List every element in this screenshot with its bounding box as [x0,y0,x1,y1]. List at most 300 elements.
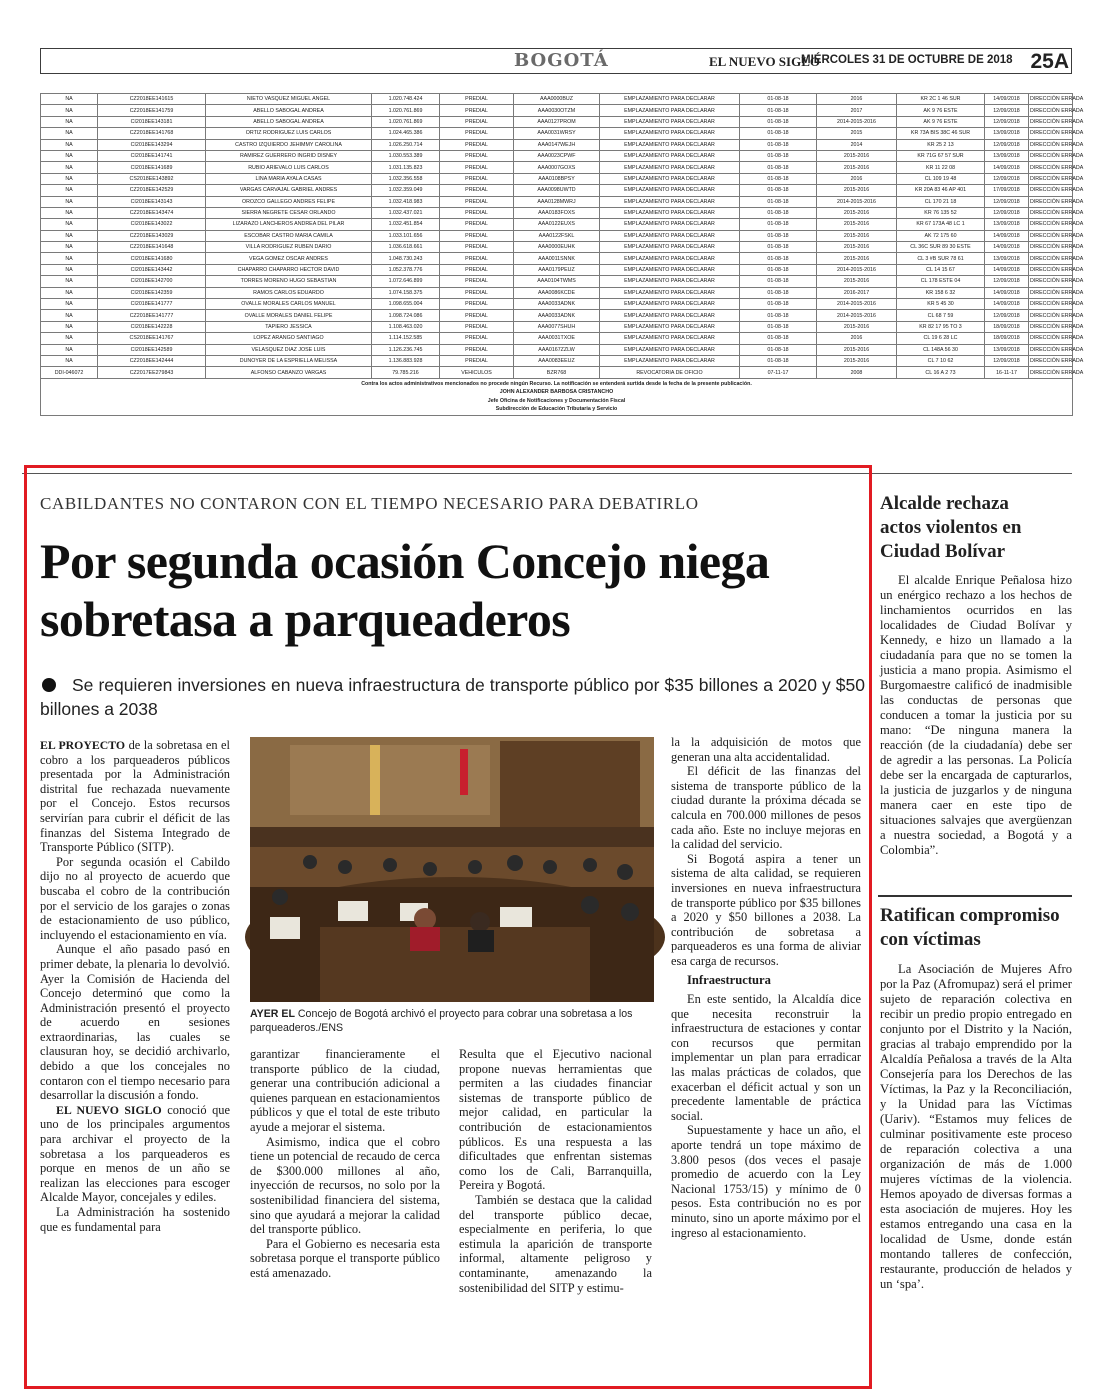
table-cell: 1.032.359.049 [372,185,440,196]
table-cell: NA [41,185,98,196]
table-cell: DIRECCIÓN ERRADA [1029,344,1073,355]
table-cell: 12/09/2018 [985,196,1029,207]
table-row [41,230,1073,241]
table-cell: NA [41,94,98,105]
table-cell: CI2018EE142589 [98,344,206,355]
table-cell: DIRECCIÓN ERRADA [1029,105,1073,116]
table-cell: PREDIAL [440,162,514,173]
table-cell: AAA0104TWMS [514,276,600,287]
table-cell: 01-08-18 [740,310,817,321]
article-subhead: Infraestructura [687,972,771,987]
table-cell: PREDIAL [440,276,514,287]
table-cell: AAA0031TXOE [514,333,600,344]
table-cell: 01-08-18 [740,264,817,275]
table-cell: 2014-2015-2016 [817,310,897,321]
table-row [41,94,1073,105]
table-cell: DIRECCIÓN ERRADA [1029,116,1073,127]
table-cell: VELASQUEZ DIAZ JOSE LUIS [206,344,372,355]
table-cell: CI2018EE141680 [98,253,206,264]
table-cell: RAMOS CARLOS EDUARDO [206,287,372,298]
notice-footer-line: JOHN ALEXANDER BARBOSA CRISTANCHO [499,389,614,396]
table-cell: 1.098.724.086 [372,310,440,321]
table-cell: 2015-2016 [817,253,897,264]
table-cell: PREDIAL [440,219,514,230]
table-row [41,367,1073,378]
table-cell: EMPLAZAMIENTO PARA DECLARAR [600,173,740,184]
table-cell: 2015-2016 [817,355,897,366]
table-row [41,116,1073,127]
table-cell: OVALLE MORALES DANIEL FELIPE [206,310,372,321]
table-cell: AK 9 76 ESTE [897,116,985,127]
newspaper-name: EL NUEVO SIGLO [709,54,820,69]
table-cell: 01-08-18 [740,321,817,332]
table-cell: NA [41,287,98,298]
table-cell: AAA0108BPSY [514,173,600,184]
table-cell: LOPEZ ARANGO SANTIAGO [206,333,372,344]
table-cell: DUNOYER DE LA ESPRIELLA MELISSA [206,355,372,366]
table-cell: PREDIAL [440,139,514,150]
table-cell: 01-08-18 [740,185,817,196]
table-cell: 1.032.418.983 [372,196,440,207]
table-row [41,139,1073,150]
table-cell: PREDIAL [440,299,514,310]
table-cell: NA [41,219,98,230]
table-cell: 1.024.465.386 [372,128,440,139]
article-column-1 [40,738,230,1234]
table-cell: DIRECCIÓN ERRADA [1029,299,1073,310]
table-row [41,355,1073,366]
table-cell: DIRECCIÓN ERRADA [1029,196,1073,207]
table-cell: LINA MARIA AYALA CASAS [206,173,372,184]
table-cell: CZ2018EE141768 [98,128,206,139]
table-cell: DIRECCIÓN ERRADA [1029,162,1073,173]
table-cell: CZ2018EE142444 [98,355,206,366]
table-footer-row [41,378,1073,415]
table-cell: KR 5 45 30 [897,299,985,310]
article-paragraph: Supuestamente y hace un año, el aporte tendrá un tope máximo de 3.800 pesos (dos veces el pasaje promedio de acuerdo con la Ley Nacional 1753/15) y mínimo de 0 pesos. Esta contribución no es por minuto, sino un aporte máximo por el ingreso al estacionamiento. [671,1123,861,1240]
table-cell: 14/09/2018 [985,230,1029,241]
table-cell: CL 68 7 59 [897,310,985,321]
table-cell: CZ2018EE142529 [98,185,206,196]
article-paragraph: Por segunda ocasión el Cabildo dijo no al proyecto de acuerdo que buscaba el cobro de la contribución por el servicio de los garajes o zonas de estacionamiento de uso público, incluyendo el estacionamiento en vía. [40,854,230,942]
table-cell: 12/09/2018 [985,276,1029,287]
table-cell: CZ2018EE141615 [98,94,206,105]
table-cell: EMPLAZAMIENTO PARA DECLARAR [600,230,740,241]
table-cell: 1.031.135.823 [372,162,440,173]
table-cell: CI2018EE143143 [98,196,206,207]
table-cell: EMPLAZAMIENTO PARA DECLARAR [600,116,740,127]
table-cell: 2015-2016 [817,185,897,196]
table-cell: RAMIREZ GUERRERO INGRID DISNEY [206,150,372,161]
table-cell: ORTIZ RODRIGUEZ LUIS CARLOS [206,128,372,139]
article-paragraph: Asimismo, indica que el cobro tiene un potencial de recaudo de cerca de $300.000 millones al año, inyección de recursos, no solo por la sostenibilidad financiera del sistema, sino que ayudará a mejorar la calidad del transporte público. [250,1134,440,1237]
table-cell: CI2018EE141741 [98,150,206,161]
table-cell: 2016 [817,94,897,105]
table-row [41,287,1073,298]
table-cell: 1.032.437.021 [372,207,440,218]
table-cell: EMPLAZAMIENTO PARA DECLARAR [600,128,740,139]
table-cell: 14/09/2018 [985,287,1029,298]
table-cell: 2014-2015-2016 [817,299,897,310]
sidebar-divider [878,895,1072,897]
table-cell: 2015-2016 [817,162,897,173]
table-cell: 14/09/2018 [985,242,1029,253]
page-masthead [40,48,1072,74]
table-cell: AAA0122FSKL [514,230,600,241]
table-cell: REVOCATORIA DE OFICIO [600,367,740,378]
table-row [41,128,1073,139]
sidebar-story-1-body: El alcalde Enrique Peñalosa hizo un enérgico rechazo a los hechos de linchamientos ocurridos en las localidades de Ciudad Bolívar y Kennedy, e hizo un llamado a la ciudadanía para que no se tomen la justicia a mano propia. Asimismo el Burgomaestre calificó de inadmisible las conductas de personas que conducen a tomar la justicia por su mano: “De ninguna manera la reacción (de la ciudadanía) debe ser de agredir a las personas. La Policía debe ser la encargada de capturarlos, la justicia de juzgarlos y de ninguna manera caer en este tipo de situaciones salvajes que avergüenzan a nuestra sociedad, a Bogotá y a Colombia”. [880,573,1072,857]
table-cell: NA [41,344,98,355]
table-cell: 16-11-17 [985,367,1029,378]
table-cell: 1.030.553.389 [372,150,440,161]
table-cell: CZ2017EE279843 [98,367,206,378]
table-cell: NA [41,299,98,310]
table-cell: 1.020.761.869 [372,105,440,116]
table-cell: 2016-2017 [817,287,897,298]
table-cell: CZ2018EE141777 [98,310,206,321]
table-cell: CL 36C SUR 89 30 ESTE [897,242,985,253]
table-cell: NA [41,230,98,241]
table-cell: 1.052.378.776 [372,264,440,275]
table-cell: AAA0023CPWF [514,150,600,161]
table-cell: CI2018EE143294 [98,139,206,150]
table-cell: VILLA RODRIGUEZ RUBEN DARIO [206,242,372,253]
article-paragraph: Aunque el año pasado pasó en primer debate, la plenaria lo devolvió. Ayer la Comisión de Hacienda del Concejo determinó que como la Administración presentó el proyecto de acuerdo en sesiones extraordinarias, las cuales se clausuran hoy, se decidió archivarlo, debido a que los concejales no contaron con el tiempo necesario para desarrollar la discusión a fondo. [40,942,230,1103]
table-cell: PREDIAL [440,196,514,207]
table-cell: 1.126.236.745 [372,344,440,355]
table-cell: 01-08-18 [740,253,817,264]
table-cell: 1.098.655.004 [372,299,440,310]
notice-table [40,93,1084,416]
table-cell: TORRES MORENO HUGO SEBASTIAN [206,276,372,287]
table-cell: CS2018EE143892 [98,173,206,184]
table-cell: KR 2C 1 46 SUR [897,94,985,105]
table-cell: NA [41,310,98,321]
article-headline: Por segunda ocasión Concejo niega sobretasa a parqueaderos [40,533,770,647]
table-cell: KR 25 2 13 [897,139,985,150]
table-cell: DIRECCIÓN ERRADA [1029,173,1073,184]
table-cell: NA [41,128,98,139]
table-cell: PREDIAL [440,116,514,127]
table-row [41,264,1073,275]
table-row [41,219,1073,230]
notice-footer-line: Subdirección de Educación Tributaria y Servicio [495,406,618,413]
table-cell: NA [41,253,98,264]
article-paragraph: EL NUEVO SIGLO conoció que uno de los principales argumentos para archivar el proyecto de la sobretasa a los parqueaderos es porque en menos de un año se realizan las elecciones para escoger Alcalde Mayor, concejales y ediles. [40,1102,230,1205]
table-cell: PREDIAL [440,150,514,161]
table-cell: EMPLAZAMIENTO PARA DECLARAR [600,162,740,173]
table-cell: AAA0122EUXS [514,219,600,230]
table-cell: 2015-2016 [817,150,897,161]
table-cell: AAA0183FOXS [514,207,600,218]
table-cell: DIRECCIÓN ERRADA [1029,287,1073,298]
table-cell: KR 82 17 95 TO 3 [897,321,985,332]
table-cell: NA [41,162,98,173]
table-cell: 01-08-18 [740,105,817,116]
table-cell: 13/09/2018 [985,150,1029,161]
table-cell: AAA0007GOXS [514,162,600,173]
table-cell: NA [41,150,98,161]
table-cell: 2015-2016 [817,276,897,287]
table-cell: 1.036.618.661 [372,242,440,253]
table-cell: 01-08-18 [740,333,817,344]
table-cell: 01-08-18 [740,287,817,298]
table-cell: 01-08-18 [740,299,817,310]
table-cell: 2014-2015-2016 [817,116,897,127]
table-cell: PREDIAL [440,344,514,355]
table-cell: CL 109 19 48 [897,173,985,184]
table-cell: 12/09/2018 [985,355,1029,366]
table-cell: 2014 [817,139,897,150]
table-row [41,253,1073,264]
table-cell: 12/09/2018 [985,105,1029,116]
table-row [41,242,1073,253]
table-cell: CI2018EE142700 [98,276,206,287]
table-cell: 14/09/2018 [985,94,1029,105]
table-cell: 12/09/2018 [985,116,1029,127]
table-cell: CI2018EE142228 [98,321,206,332]
table-cell: 13/09/2018 [985,128,1029,139]
table-row [41,105,1073,116]
table-cell: NA [41,173,98,184]
council-session-photo [250,737,654,1002]
table-cell: 01-08-18 [740,162,817,173]
table-cell: 18/09/2018 [985,321,1029,332]
photo-illustration [250,737,654,1002]
table-cell: CHAPARRO CHAPARRO HECTOR DAVID [206,264,372,275]
table-cell: 1.033.101.656 [372,230,440,241]
table-cell: PREDIAL [440,242,514,253]
table-cell: AK 72 175 60 [897,230,985,241]
table-cell: CL 178 ESTE 04 [897,276,985,287]
table-cell: 01-08-18 [740,219,817,230]
table-row [41,207,1073,218]
table-cell: 17/09/2018 [985,185,1029,196]
article-paragraph: garantizar financieramente el transporte público de la ciudad, generar una contribución adicional a quienes parquean en estacionamientos públicos y que el total de este tributo ayude a mejorar el sistema. [250,1047,440,1134]
table-cell: NIETO VASQUEZ MIGUEL ANGEL [206,94,372,105]
table-cell: NA [41,321,98,332]
table-cell: AAA0000BUZ [514,94,600,105]
table-cell: DIRECCIÓN ERRADA [1029,207,1073,218]
table-cell: NA [41,264,98,275]
table-cell: 01-08-18 [740,116,817,127]
table-cell: PREDIAL [440,287,514,298]
table-cell: 2015-2016 [817,207,897,218]
table-row [41,276,1073,287]
notice-footer-line: Jefe Oficina de Notificaciones y Documentación Fiscal [487,397,626,404]
table-cell: 01-08-18 [740,207,817,218]
table-cell: 1.020.748.424 [372,94,440,105]
table-cell: AAA0077SHUH [514,321,600,332]
table-cell: NA [41,242,98,253]
sidebar-story-1-title: Alcalde rechaza actos violentos en Ciudad Bolívar [880,493,1022,562]
table-cell: 2015-2016 [817,344,897,355]
table-cell: AAA0030OTZM [514,105,600,116]
table-cell: CI2018EE143181 [98,116,206,127]
table-cell: CASTRO IZQUIERDO JEHIMMY CAROLINA [206,139,372,150]
table-cell: AAA0167ZZLW [514,344,600,355]
table-cell: CI2018EE143442 [98,264,206,275]
table-cell: PREDIAL [440,253,514,264]
table-cell: CL 14 15 67 [897,264,985,275]
article-paragraph: La Administración ha sostenido que es fundamental para [40,1205,230,1234]
table-cell: LIZARAZO LANCHEROS ANDREA DEL PILAR [206,219,372,230]
table-cell: VARGAS CARVAJAL GABRIEL ANDRES [206,185,372,196]
table-cell: 2015-2016 [817,242,897,253]
subdeck-text: Se requieren inversiones en nueva infraestructura de transporte público por $35 billones a 2020 y $50 billones a 2038 [40,675,865,719]
table-row [41,196,1073,207]
table-cell: AAA0098UWTD [514,185,600,196]
table-row [41,173,1073,184]
table-cell: DIRECCIÓN ERRADA [1029,321,1073,332]
table-cell: 14/09/2018 [985,264,1029,275]
article-kicker: CABILDANTES NO CONTARON CON EL TIEMPO NECESARIO PARA DEBATIRLO [40,494,699,513]
table-cell: EMPLAZAMIENTO PARA DECLARAR [600,276,740,287]
table-cell: AAA0147WEJH [514,139,600,150]
table-cell: OROZCO GALLEGO ANDRES FELIPE [206,196,372,207]
table-cell: 2015 [817,128,897,139]
table-cell: 12/09/2018 [985,173,1029,184]
table-cell: 1.074.158.375 [372,287,440,298]
table-row [41,299,1073,310]
table-cell: DIRECCIÓN ERRADA [1029,367,1073,378]
table-cell: EMPLAZAMIENTO PARA DECLARAR [600,321,740,332]
table-cell: ESCOBAR CASTRO MARIA CAMILA [206,230,372,241]
article-column-2 [250,1047,440,1281]
table-cell: EMPLAZAMIENTO PARA DECLARAR [600,333,740,344]
article-paragraph: Si Bogotá aspira a tener un sistema de alta calidad, se requieren inversiones en nueva infraestructura de transporte público por $35 billones a 2020 y $50 billones a 2038. La contribución de sobretasa a parqueaderos es una forma de aliviar esa carga de recursos. [671,851,861,968]
table-cell: DIRECCIÓN ERRADA [1029,185,1073,196]
table-cell: EMPLAZAMIENTO PARA DECLARAR [600,105,740,116]
table-row [41,150,1073,161]
table-cell: DIRECCIÓN ERRADA [1029,310,1073,321]
table-cell: ABELLO SABOGAL ANDREA [206,116,372,127]
bullet-icon [42,678,56,692]
table-cell: DIRECCIÓN ERRADA [1029,139,1073,150]
table-row [41,333,1073,344]
table-cell: 1.114.152.585 [372,333,440,344]
table-cell: NA [41,333,98,344]
table-cell: 79.785.216 [372,367,440,378]
table-cell: DIRECCIÓN ERRADA [1029,253,1073,264]
table-cell: EMPLAZAMIENTO PARA DECLARAR [600,94,740,105]
table-cell: EMPLAZAMIENTO PARA DECLARAR [600,185,740,196]
table-cell: AAA0033ADNK [514,310,600,321]
table-cell: AAA0031WRSY [514,128,600,139]
article-column-3 [459,1047,652,1295]
table-cell: EMPLAZAMIENTO PARA DECLARAR [600,207,740,218]
table-row [41,185,1073,196]
table-cell: VEGA GOMEZ OSCAR ANDRES [206,253,372,264]
table-cell: RUBIO ARIEVALO LUIS CARLOS [206,162,372,173]
table-cell: PREDIAL [440,264,514,275]
table-cell: NA [41,139,98,150]
table-cell: 2015-2016 [817,219,897,230]
table-cell: 13/09/2018 [985,344,1029,355]
table-cell: DIRECCIÓN ERRADA [1029,242,1073,253]
table-cell: 1.048.730.243 [372,253,440,264]
table-cell: AAA0128MWRJ [514,196,600,207]
table-cell: PREDIAL [440,94,514,105]
sidebar-story-2-body: La Asociación de Mujeres Afro por la Paz (Afromupaz) será el primer sujeto de reparación colectiva en recibir un predio propio entregado en conjunto por el Distrito y la Nación, gracias al trabajo emprendido por la Alcaldía Peñalosa a través de la Alta Consejería para los Derechos de las Víctimas, la Paz y la Reconciliación, y la Unidad para las Víctimas (Uariv). “Estamos muy felices de culminar positivamente este proceso de reparación colectiva a una organización de más de 1.000 mujeres víctimas de la violencia. Hemos apoyado de diversas formas a esta asociación de mujeres. Hoy les estamos entregando una casa en la localidad de Usme, donde están montando talleres de confección, restaurante, producción de helados y un ‘spa’. [880,962,1072,1291]
table-cell: EMPLAZAMIENTO PARA DECLARAR [600,310,740,321]
table-cell: NA [41,196,98,207]
table-cell: EMPLAZAMIENTO PARA DECLARAR [600,139,740,150]
table-cell: 07-11-17 [740,367,817,378]
photo-caption: AYER EL Concejo de Bogotá archivó el proyecto para cobrar una sobretasa a los parqueaderos./ENS [250,1008,633,1034]
table-cell: 1.108.463.020 [372,321,440,332]
table-cell: KR 73A BIS 38C 46 SUR [897,128,985,139]
table-cell: DIRECCIÓN ERRADA [1029,276,1073,287]
table-cell: 2014-2015-2016 [817,196,897,207]
table-cell: CZ2018EE141759 [98,105,206,116]
table-cell: PREDIAL [440,333,514,344]
table-cell: EMPLAZAMIENTO PARA DECLARAR [600,299,740,310]
table-cell: 14/09/2018 [985,299,1029,310]
article-paragraph: También se destaca que la calidad del transporte público decae, especialmente en periferia, lo que estimula la aparición de transporte informal, altamente peligroso y contaminante, amenazando la sostenibilidad del SITP y estimu- [459,1192,652,1295]
table-cell: NA [41,276,98,287]
table-cell: 01-08-18 [740,344,817,355]
article-paragraph: El déficit de las finanzas del sistema de transporte público de la ciudad durante la próxima década se calcula en 700.000 millones de pesos cada año. Este no incluye mejoras en la calidad del servicio. [671,764,861,852]
table-cell: CL 16 A 2 73 [897,367,985,378]
article-paragraph: Para el Gobierno es necesaria esta sobretasa porque el transporte público está amenazado. [250,1236,440,1280]
table-cell: DDI-046072 [41,367,98,378]
table-cell: DIRECCIÓN ERRADA [1029,355,1073,366]
table-cell: PREDIAL [440,185,514,196]
table-cell: 01-08-18 [740,230,817,241]
table-cell: CL 148A 56 30 [897,344,985,355]
table-cell: 12/09/2018 [985,139,1029,150]
table-cell: 2015-2016 [817,321,897,332]
table-cell: KR 11 22 08 [897,162,985,173]
table-cell: 01-08-18 [740,196,817,207]
table-cell: AAA0033ADNK [514,299,600,310]
notice-footer [41,378,1073,415]
table-cell: VEHICULOS [440,367,514,378]
table-cell: EMPLAZAMIENTO PARA DECLARAR [600,150,740,161]
table-cell: AAA0179PEUZ [514,264,600,275]
table-cell: CI2018EE142359 [98,287,206,298]
table-cell: 2016 [817,173,897,184]
table-cell: DIRECCIÓN ERRADA [1029,94,1073,105]
table-cell: 01-08-18 [740,355,817,366]
table-cell: 01-08-18 [740,139,817,150]
table-cell: NA [41,105,98,116]
table-cell: NA [41,355,98,366]
table-cell: PREDIAL [440,230,514,241]
table-cell: CI2018EE141689 [98,162,206,173]
table-cell: CI2018EE141777 [98,299,206,310]
table-cell: 01-08-18 [740,94,817,105]
table-cell: 2014-2015-2016 [817,264,897,275]
table-cell: 14/09/2018 [985,162,1029,173]
table-row [41,162,1073,173]
table-cell: 2016 [817,333,897,344]
table-cell: AK 9 76 ESTE [897,105,985,116]
table-cell: DIRECCIÓN ERRADA [1029,230,1073,241]
table-cell: EMPLAZAMIENTO PARA DECLARAR [600,242,740,253]
table-cell: PREDIAL [440,310,514,321]
table-cell: KR 20A 83 46 AP 401 [897,185,985,196]
table-cell: TAPIERO JESSICA [206,321,372,332]
article-paragraph: la la adquisición de motos que generan una alta accidentalidad. [671,735,861,764]
table-cell: NA [41,116,98,127]
table-cell: 18/09/2018 [985,333,1029,344]
table-cell: 01-08-18 [740,128,817,139]
table-cell: 1.032.356.558 [372,173,440,184]
table-cell: 01-08-18 [740,150,817,161]
